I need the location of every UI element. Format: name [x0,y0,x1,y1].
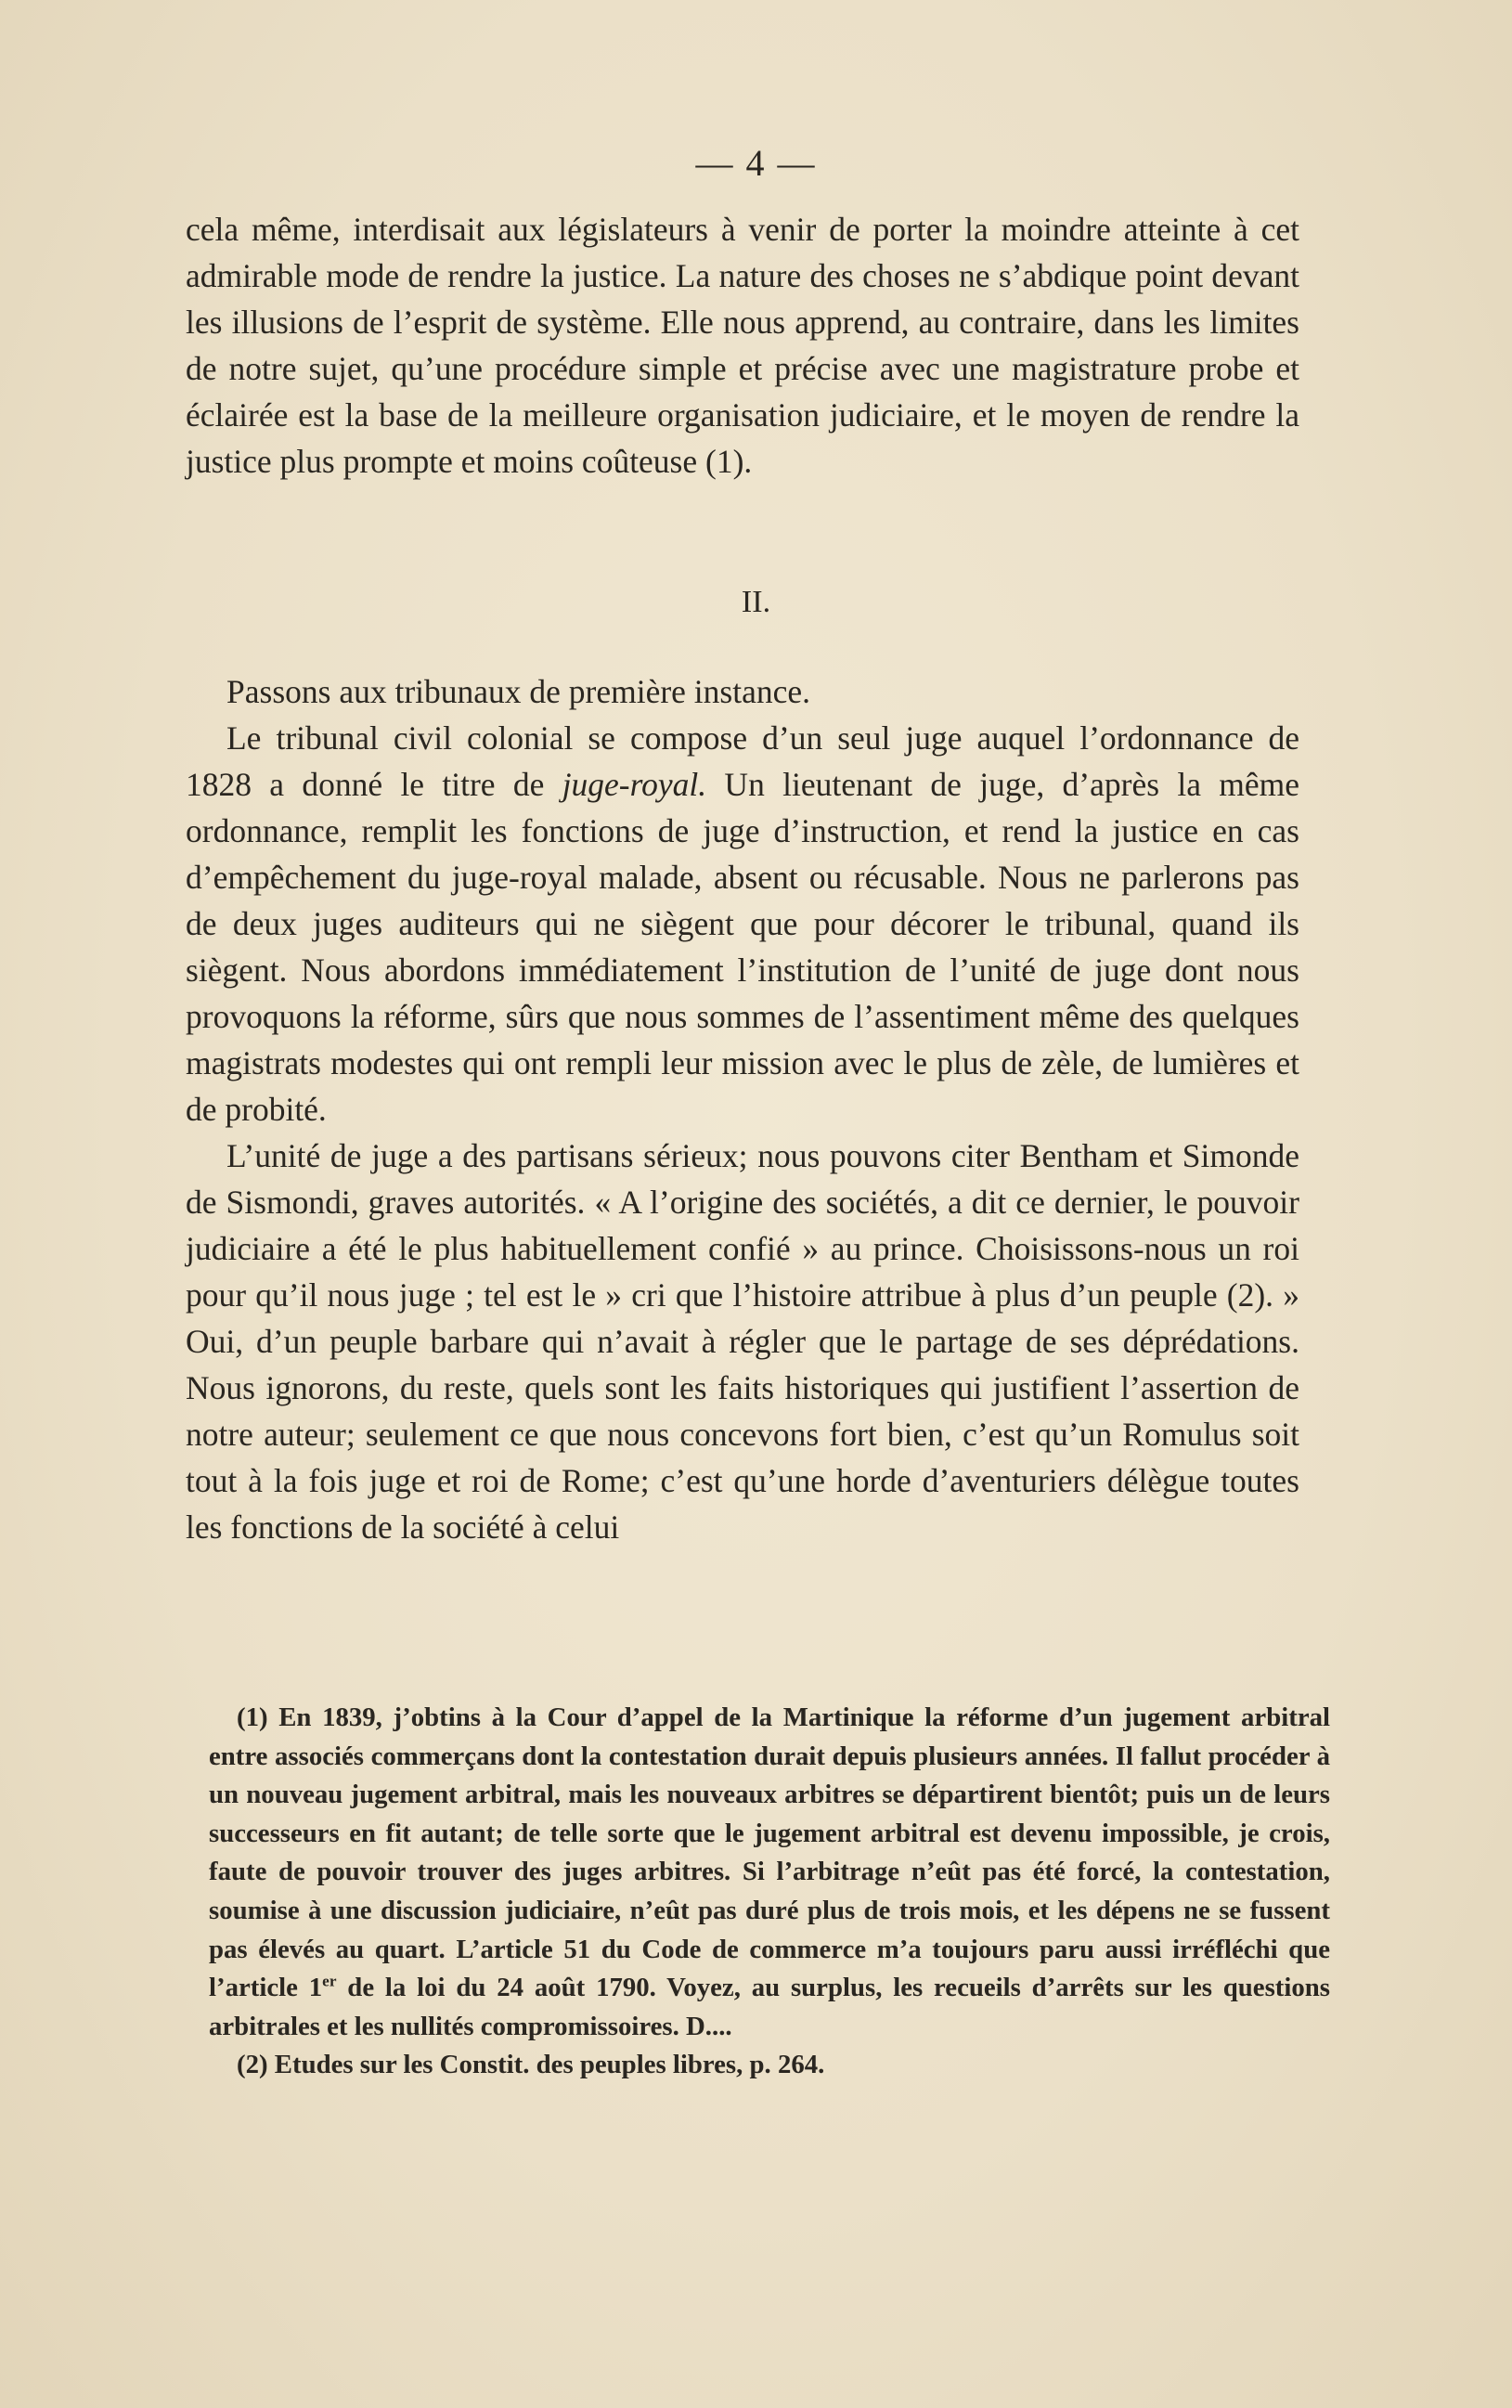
paragraph-tribunal-text-2: Un lieutenant de juge, d’après la même ordonnance, remplit les fonctions de juge d’instruction, et rend la justice en cas d’empêchement du juge-royal malade, absent ou récusable. Nous ne parlerons pas de deux juges auditeurs qui ne siègent que pour décorer le tribunal, quand ils siègent. Nous abordons immédiatement l’institution de l’unité de juge dont nous provoquons la réforme, sûrs que nous sommes de l’assentiment même des quelques magistrats modestes qui ont rempli leur mission avec le plus de zèle, de lumières et de probité. [186,766,1299,1128]
paragraph-intro: Passons aux tribunaux de première instance. [226,673,810,710]
footnote-2: (2) Etudes sur les Constit. des peuples libres, p. 264. [237,2050,825,2080]
footnote-1-text-2: de la loi du 24 août 1790. Voyez, au surplus, les recueils d’arrêts sur les questions arbitrales et les nullités compromissoires. D.... [209,1973,1330,2041]
footnote-1 [209,1699,1330,2046]
section-heading: II. [741,585,771,619]
page-number: — 4 — [695,142,817,184]
section-text-block [186,668,1299,1550]
paragraph-tribunal [186,715,1299,1133]
juge-royal-term: juge-royal. [562,766,707,803]
footnotes [209,1699,1330,2085]
paragraph-continuation: cela même, interdisait aux législateurs à venir de porter la moindre atteinte à cet admirable mode de rendre la justice. La nature des choses ne s’abdique point devant les illusions de l’esprit de système. Elle nous apprend, au contraire, dans les limites de notre sujet, qu’une procédure simple et précise avec une magistrature probe et éclairée est la base de la meilleure organisation judiciaire, et le moyen de rendre la justice plus prompte et moins coûteuse (1). [186,211,1299,480]
footnote-1-superscript: er [322,1972,337,1990]
footnote-1-text-1: (1) En 1839, j’obtins à la Cour d’appel de la Martinique la réforme d’un jugement arbitral entre associés commerçans dont la contestation durait depuis plusieurs années. Il fallut procéder à un nouveau jugement arbitral, mais les nouveaux arbitres se départirent bientôt; puis un de leurs successeurs en fit autant; de telle sorte que le jugement arbitral est devenu impossible, je crois, faute de pouvoir trouver des juges arbitres. Si l’arbitrage n’eût pas été forcé, la contestation, soumise à une discussion judiciaire, n’eût pas duré plus de trois mois, et les dépens ne se fussent pas élevés au quart. L’article 51 du Code de commerce m’a toujours paru aussi irréfléchi que l’article 1 [209,1702,1330,2003]
paragraph-tribunal-text-1: Le tribunal civil colonial se compose d’un seul juge auquel l’ordonnance de 1828 a donné le titre de [186,719,1299,803]
opening-text-block [186,206,1299,485]
paragraph-unite-de-juge: L’unité de juge a des partisans sérieux; nous pouvons citer Bentham et Simonde de Sismondi, graves autorités. « A l’origine des sociétés, a dit ce dernier, le pouvoir judiciaire a été le plus habituellement confié » au prince. Choisissons-nous un roi pour qu’il nous juge ; tel est le » cri que l’histoire attribue à plus d’un peuple (2). » Oui, d’un peuple barbare qui n’avait à régler que le partage de ses déprédations. Nous ignorons, du reste, quels sont les faits historiques qui justifient l’assertion de notre auteur; seulement ce que nous concevons fort bien, c’est qu’un Romulus soit tout à la fois juge et roi de Rome; c’est qu’une horde d’aventuriers délègue toutes les fonctions de la société à celui [186,1137,1299,1546]
